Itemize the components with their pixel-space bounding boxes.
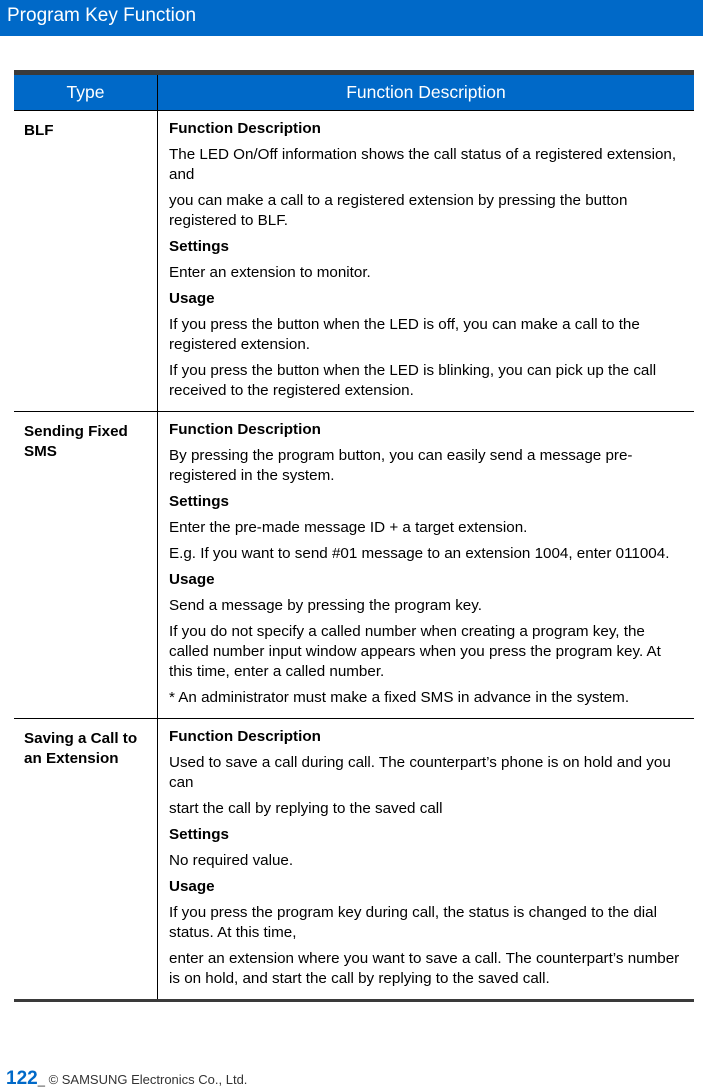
page-section-header [0,0,703,36]
page-number: 122 [6,1068,38,1089]
page-footer [6,1068,247,1090]
table-header-row [14,75,694,111]
description-cell [158,719,695,1000]
copyright-text: © SAMSUNG Electronics Co., Ltd. [48,1072,248,1087]
description-paragraph: Enter an extension to monitor. [169,264,371,281]
description-subheading: Usage [169,878,215,895]
table-row [14,719,694,1000]
description-subheading: Settings [169,826,229,843]
description-subheading: Function Description [169,120,321,137]
description-paragraph: If you do not specify a called number when creating a program key, the called number input window appears when you press the program key. At this time, enter a called number. [169,623,661,680]
table-body [14,111,694,1000]
description-paragraph: If you press the button when the LED is off, you can make a call to the registered extension. [169,316,640,353]
description-cell [158,111,695,412]
description-paragraph: enter an extension where you want to save a call. The counterpart’s number is on hold, and start the call by replying to the saved call. [169,950,680,987]
program-key-table [14,75,694,999]
description-paragraph: start the call by replying to the saved call [169,800,443,817]
description-subheading: Settings [169,493,229,510]
table-row [14,111,694,412]
description-paragraph: E.g. If you want to send #01 message to an extension 1004, enter 011004. [169,545,670,562]
description-cell [158,412,695,719]
description-paragraph: If you press the program key during call, the status is changed to the dial status. At this time, [169,904,657,941]
section-title: Program Key Function [7,5,197,26]
description-paragraph: No required value. [169,852,294,869]
column-header-description: Function Description [158,75,695,111]
description-paragraph: By pressing the program button, you can easily send a message pre-registered in the system. [169,447,633,484]
table-row [14,412,694,719]
column-header-type: Type [14,75,158,111]
table-bottom-rule [14,999,694,1002]
description-paragraph: * An administrator must make a fixed SMS in advance in the system. [169,689,630,706]
description-paragraph: The LED On/Off information shows the call status of a registered extension, and [169,146,677,183]
description-paragraph: Used to save a call during call. The counterpart’s phone is on hold and you can [169,754,671,791]
description-paragraph: you can make a call to a registered extension by pressing the button registered to BLF. [169,192,628,229]
description-subheading: Usage [169,571,215,588]
type-cell: Saving a Call to an Extension [14,719,158,1000]
description-paragraph: If you press the button when the LED is blinking, you can pick up the call received to the registered extension. [169,362,657,399]
description-subheading: Usage [169,290,215,307]
description-paragraph: Enter the pre-made message ID + a target extension. [169,519,528,536]
footer-separator: _ [37,1072,45,1087]
type-cell: BLF [14,111,158,412]
program-key-table-container [14,70,694,1002]
type-cell: Sending Fixed SMS [14,412,158,719]
description-paragraph: Send a message by pressing the program key. [169,597,482,614]
description-subheading: Function Description [169,728,321,745]
description-subheading: Settings [169,238,229,255]
description-subheading: Function Description [169,421,321,438]
